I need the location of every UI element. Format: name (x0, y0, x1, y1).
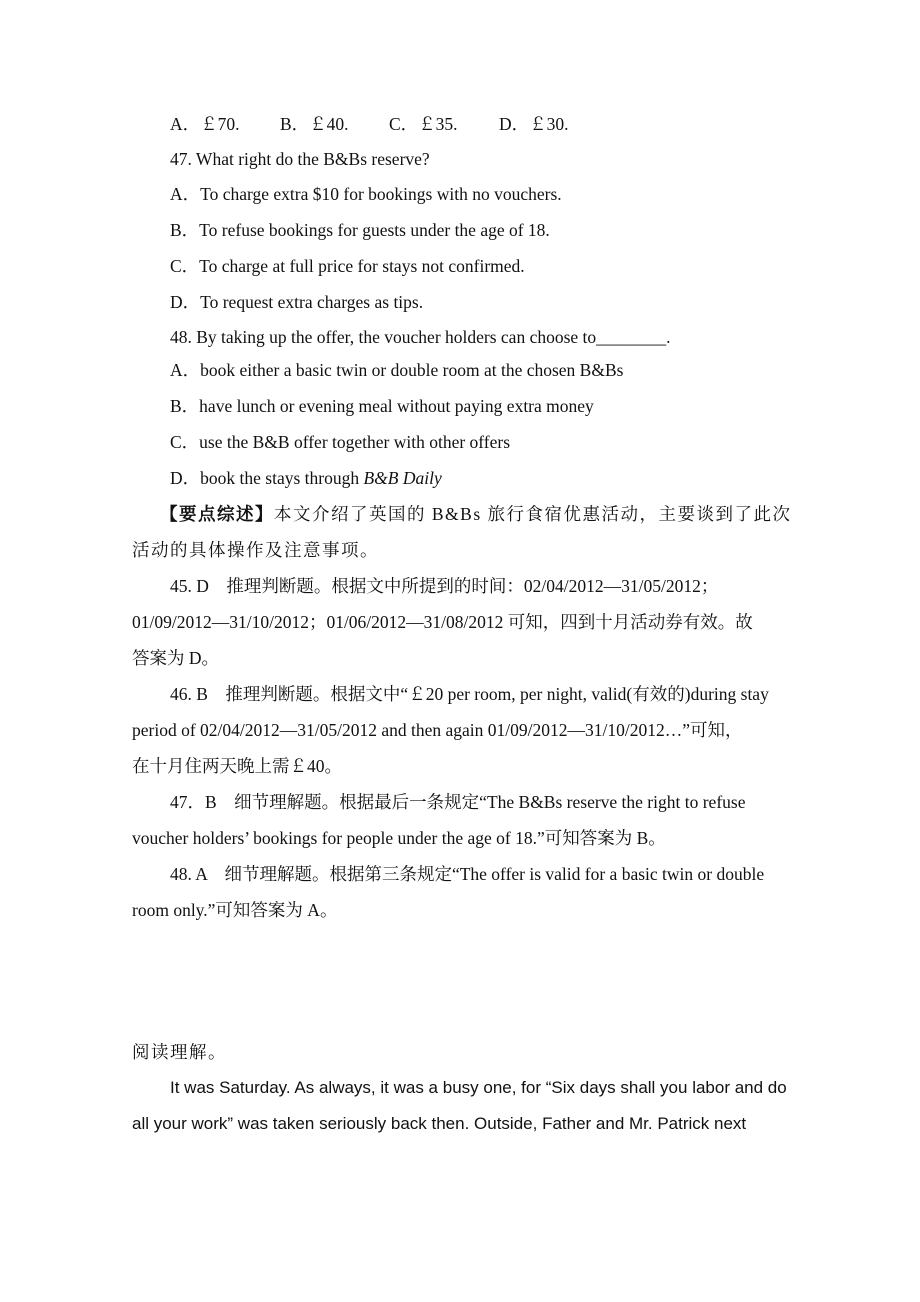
a46-line-2: period of 02/04/2012—31/05/2012 and then again 01/09/2012—31/10/2012…”可知， (132, 720, 743, 740)
a45-line-1: 45. D 推理判断题。根据文中所提到的时间：02/04/2012—31/05/2012； (170, 576, 719, 596)
q48-option-d-prefix: D．book the stays through (170, 468, 364, 488)
q47-option-a: A．To charge extra $10 for bookings with no vouchers. (170, 184, 562, 204)
a46-line-1: 46. B 推理判断题。根据文中“￡20 per room, per night, valid(有效的)during stay (170, 684, 769, 704)
a45-line-3: 答案为 D。 (132, 648, 220, 668)
q46-option-b: B．￡40. (280, 114, 349, 134)
q48-option-b: B．have lunch or evening meal without paying extra money (170, 396, 594, 416)
q46-option-c: C．￡35. (389, 114, 458, 134)
summary-line-2: 活动的具体操作及注意事项。 (132, 540, 379, 560)
a47-line-1: 47．B 细节理解题。根据最后一条规定“The B&Bs reserve the right to refuse (170, 792, 746, 812)
q47-option-d: D．To request extra charges as tips. (170, 292, 424, 312)
a47-line-2: voucher holders’ bookings for people under the age of 18.”可知答案为 B。 (132, 828, 666, 848)
q47-option-c: C．To charge at full price for stays not confirmed. (170, 256, 525, 276)
a45-line-2: 01/09/2012—31/10/2012；01/06/2012—31/08/2012 可知，四到十月活动券有效。故 (132, 612, 753, 632)
q48-option-a: A．book either a basic twin or double room at the chosen B&Bs (170, 360, 624, 380)
q46-option-d: D．￡30. (499, 114, 569, 134)
q48-option-d-italic: B&B Daily (363, 468, 442, 488)
reading-title: 阅读理解。 (132, 1042, 227, 1062)
q46-option-a: A．￡70. (170, 114, 240, 134)
a48-line-2: room only.”可知答案为 A。 (132, 900, 338, 920)
reading-line-2: all your work” was taken seriously back then. Outside, Father and Mr. Patrick next (132, 1114, 747, 1133)
q47-stem: 47. What right do the B&Bs reserve? (170, 149, 430, 169)
a46-line-3: 在十月住两天晚上需￡40。 (132, 756, 342, 776)
summary-line-1 (160, 503, 792, 525)
a48-line-1: 48. A 细节理解题。根据第三条规定“The offer is valid for a basic twin or double (170, 864, 765, 884)
summary-heading: 【要点综述】 (160, 504, 274, 524)
q48-option-d (170, 467, 442, 489)
summary-text-1: 本文介绍了英国的 B&Bs 旅行食宿优惠活动，主要谈到了此次 (274, 504, 792, 524)
q48-stem: 48. By taking up the offer, the voucher holders can choose to________. (170, 327, 671, 347)
q48-option-c: C．use the B&B offer together with other offers (170, 432, 511, 452)
q47-option-b: B．To refuse bookings for guests under the age of 18. (170, 220, 550, 240)
reading-line-1: It was Saturday. As always, it was a busy one, for “Six days shall you labor and do (170, 1078, 787, 1097)
